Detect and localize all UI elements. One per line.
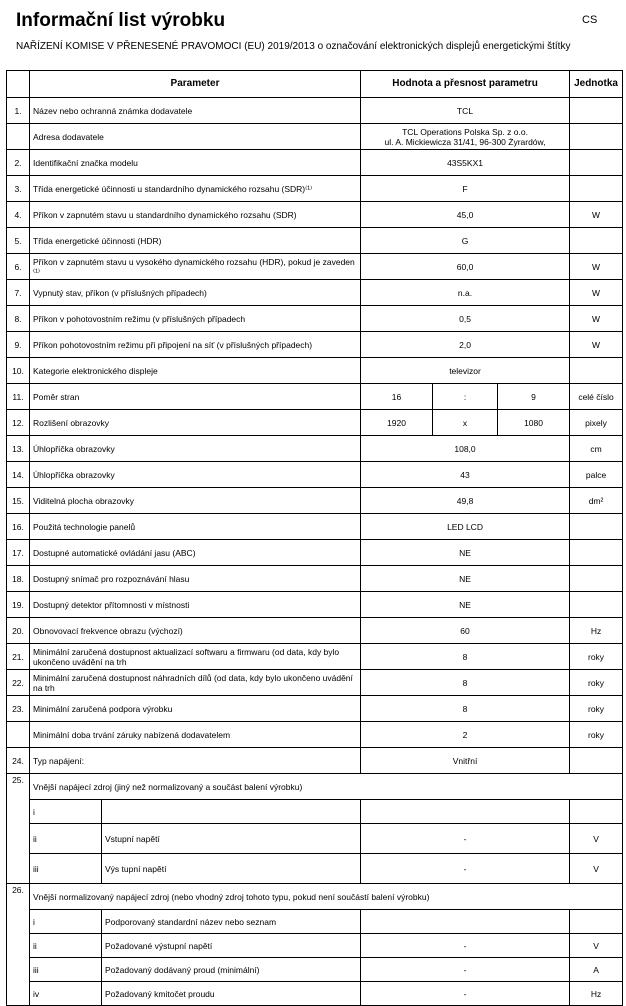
- row-number: 4.: [7, 202, 30, 228]
- regulation-text: NAŘÍZENÍ KOMISE V PŘENESENÉ PRAVOMOCI (EU) 2019/2013 o označování elektronických displejů energetickými štítky: [16, 41, 571, 52]
- table-row: [7, 514, 623, 540]
- table-row: [7, 280, 623, 306]
- table-row: [7, 228, 623, 254]
- row-value: 43S5KX1: [361, 150, 570, 176]
- row-label: Dostupný detektor přítomnosti v místnosti: [30, 592, 361, 618]
- address-line-2: ul. A. Mickiewicza 31/41, 96-300 Żyrardów,: [384, 136, 546, 147]
- row-number: 6.: [7, 254, 30, 280]
- subrow-unit: V: [570, 854, 623, 884]
- row-unit: palce: [570, 462, 623, 488]
- table-row: [7, 566, 623, 592]
- table-row: [7, 722, 623, 748]
- row-value: LED LCD: [361, 514, 570, 540]
- row-unit: cm: [570, 436, 623, 462]
- row-label: Název nebo ochranná známka dodavatele: [30, 98, 361, 124]
- subrow-value: -: [361, 854, 570, 884]
- row-unit: W: [570, 254, 623, 280]
- row-unit: [570, 150, 623, 176]
- row-label: Obnovovací frekvence obrazu (výchozí): [30, 618, 361, 644]
- row-label: Rozlišení obrazovky: [30, 410, 361, 436]
- row-number: 17.: [7, 540, 30, 566]
- subrow-number: ii: [30, 824, 102, 854]
- table-row: [7, 124, 623, 150]
- resolution-separator: x: [433, 410, 498, 436]
- row-label: Příkon v zapnutém stavu u vysokého dynamického rozsahu (HDR), pokud je zaveden ⁽¹⁾: [30, 254, 361, 280]
- row-number: 7.: [7, 280, 30, 306]
- subrow-unit: V: [570, 824, 623, 854]
- table-subrow: [7, 800, 623, 824]
- row-unit: Hz: [570, 618, 623, 644]
- row-unit: W: [570, 306, 623, 332]
- row-value: Vnitřní: [361, 748, 570, 774]
- column-header-parameter: Parameter: [30, 71, 361, 98]
- subrow-value: -: [361, 982, 570, 1006]
- row-number: 25.: [7, 774, 30, 884]
- row-value: [361, 124, 570, 150]
- row-unit: dm²: [570, 488, 623, 514]
- row-value: televizor: [361, 358, 570, 384]
- row-number: 2.: [7, 150, 30, 176]
- table-row: [7, 696, 623, 722]
- table-row: [7, 618, 623, 644]
- row-value: 8: [361, 696, 570, 722]
- resolution-width: 1920: [361, 410, 433, 436]
- row-unit: roky: [570, 722, 623, 748]
- row-number: 18.: [7, 566, 30, 592]
- row-unit: roky: [570, 670, 623, 696]
- column-header-value: Hodnota a přesnost parametru: [361, 71, 570, 98]
- subrow-number: i: [30, 800, 102, 824]
- table-row: [7, 644, 623, 670]
- row-label: Vnější normalizovaný napájecí zdroj (nebo vhodný zdroj tohoto typu, pokud není součástí balení výrobku): [30, 884, 623, 910]
- row-number: [7, 124, 30, 150]
- subrow-label: Výs tupní napětí: [102, 854, 361, 884]
- row-number: 12.: [7, 410, 30, 436]
- subrow-value: -: [361, 958, 570, 982]
- subrow-label: [102, 800, 361, 824]
- row-label: Dostupné automatické ovládání jasu (ABC): [30, 540, 361, 566]
- row-label: Úhlopříčka obrazovky: [30, 462, 361, 488]
- table-row: [7, 436, 623, 462]
- subrow-value: [361, 800, 570, 824]
- row-label: Vnější napájecí zdroj (jiný než normalizovaný a součást balení výrobku): [30, 774, 623, 800]
- row-label: Třída energetické účinnosti (HDR): [30, 228, 361, 254]
- row-unit: [570, 748, 623, 774]
- row-number: 5.: [7, 228, 30, 254]
- row-label: Příkon v pohotovostním režimu (v příslušných případech: [30, 306, 361, 332]
- subrow-value: -: [361, 934, 570, 958]
- address-line-1: TCL Operations Polska Sp. z o.o.: [402, 126, 528, 137]
- row-number: 24.: [7, 748, 30, 774]
- row-value: n.a.: [361, 280, 570, 306]
- row-unit: W: [570, 332, 623, 358]
- row-unit: celé číslo: [570, 384, 623, 410]
- row-value: 2: [361, 722, 570, 748]
- row-number: 15.: [7, 488, 30, 514]
- subrow-number: ii: [30, 934, 102, 958]
- table-row: [7, 410, 623, 436]
- row-label: Viditelná plocha obrazovky: [30, 488, 361, 514]
- row-label: Třída energetické účinnosti u standardního dynamického rozsahu (SDR)⁽¹⁾: [30, 176, 361, 202]
- aspect-ratio-separator: :: [433, 384, 498, 410]
- subrow-unit: [570, 800, 623, 824]
- row-value: 108,0: [361, 436, 570, 462]
- row-value: F: [361, 176, 570, 202]
- table-row: [7, 358, 623, 384]
- row-label: Úhlopříčka obrazovky: [30, 436, 361, 462]
- subrow-value: [361, 910, 570, 934]
- row-unit: [570, 176, 623, 202]
- table-row: [7, 150, 623, 176]
- aspect-ratio-height: 9: [498, 384, 570, 410]
- row-number: 23.: [7, 696, 30, 722]
- row-number: 1.: [7, 98, 30, 124]
- language-code: CS: [582, 14, 598, 26]
- row-value: 8: [361, 644, 570, 670]
- table-row: [7, 748, 623, 774]
- row-number: 21.: [7, 644, 30, 670]
- row-number: 10.: [7, 358, 30, 384]
- table-subrow: [7, 910, 623, 934]
- row-number: 11.: [7, 384, 30, 410]
- row-unit: [570, 358, 623, 384]
- subrow-number: iii: [30, 958, 102, 982]
- table-row: [7, 332, 623, 358]
- table-row: [7, 670, 623, 696]
- row-number: 20.: [7, 618, 30, 644]
- row-number: 13.: [7, 436, 30, 462]
- row-value: NE: [361, 592, 570, 618]
- table-subrow: [7, 934, 623, 958]
- table-row: [7, 384, 623, 410]
- row-value: 60: [361, 618, 570, 644]
- subrow-unit: [570, 910, 623, 934]
- product-info-table: [6, 70, 623, 1006]
- subrow-label: Požadovaný dodávaný proud (minimální): [102, 958, 361, 982]
- row-value: NE: [361, 566, 570, 592]
- table-subrow: [7, 958, 623, 982]
- row-number: 3.: [7, 176, 30, 202]
- row-unit: [570, 514, 623, 540]
- row-label: Minimální zaručená dostupnost aktualizací softwaru a firmwaru (od data, kdy bylo ukončeno uvádění na trh: [30, 644, 361, 670]
- table-row: [7, 592, 623, 618]
- subrow-unit: Hz: [570, 982, 623, 1006]
- row-number: 22.: [7, 670, 30, 696]
- row-value: 49,8: [361, 488, 570, 514]
- row-unit: [570, 540, 623, 566]
- page-title: Informační list výrobku: [16, 10, 226, 31]
- row-value: 45,0: [361, 202, 570, 228]
- row-label: Vypnutý stav, příkon (v příslušných případech): [30, 280, 361, 306]
- row-unit: [570, 228, 623, 254]
- row-label: Dostupný snímač pro rozpoznávání hlasu: [30, 566, 361, 592]
- subrow-label: Požadované výstupní napětí: [102, 934, 361, 958]
- table-row: [7, 774, 623, 800]
- row-label: Minimální doba trvání záruky nabízená dodavatelem: [30, 722, 361, 748]
- column-header-unit: Jednotka: [570, 71, 623, 98]
- row-number: 8.: [7, 306, 30, 332]
- row-label: Příkon pohotovostním režimu při připojení na síť (v příslušných případech): [30, 332, 361, 358]
- table-row: [7, 540, 623, 566]
- table-row: [7, 884, 623, 910]
- row-unit: roky: [570, 644, 623, 670]
- subrow-number: i: [30, 910, 102, 934]
- row-number: [7, 722, 30, 748]
- row-number: 26.: [7, 884, 30, 1006]
- table-row: [7, 254, 623, 280]
- row-value: TCL: [361, 98, 570, 124]
- subrow-label: Podporovaný standardní název nebo seznam: [102, 910, 361, 934]
- row-unit: [570, 124, 623, 150]
- subrow-label: Požadovaný kmitočet proudu: [102, 982, 361, 1006]
- row-label: Minimální zaručená dostupnost náhradních dílů (od data, kdy bylo ukončeno uvádění na trh: [30, 670, 361, 696]
- table-row: [7, 98, 623, 124]
- row-label: Adresa dodavatele: [30, 124, 361, 150]
- table-row: [7, 202, 623, 228]
- row-value: 2,0: [361, 332, 570, 358]
- table-row: [7, 176, 623, 202]
- subrow-number: iii: [30, 854, 102, 884]
- row-value: 43: [361, 462, 570, 488]
- row-label: Kategorie elektronického displeje: [30, 358, 361, 384]
- row-unit: pixely: [570, 410, 623, 436]
- row-unit: [570, 566, 623, 592]
- aspect-ratio-width: 16: [361, 384, 433, 410]
- row-label: Identifikační značka modelu: [30, 150, 361, 176]
- table-row: [7, 306, 623, 332]
- row-unit: W: [570, 202, 623, 228]
- resolution-height: 1080: [498, 410, 570, 436]
- row-unit: W: [570, 280, 623, 306]
- row-label: Použitá technologie panelů: [30, 514, 361, 540]
- row-unit: [570, 592, 623, 618]
- table-row: [7, 462, 623, 488]
- row-number: 9.: [7, 332, 30, 358]
- row-label: Příkon v zapnutém stavu u standardního dynamického rozsahu (SDR): [30, 202, 361, 228]
- table-subrow: [7, 824, 623, 854]
- table-subrow: [7, 982, 623, 1006]
- subrow-label: Vstupní napětí: [102, 824, 361, 854]
- subrow-unit: V: [570, 934, 623, 958]
- row-number: 14.: [7, 462, 30, 488]
- row-value: 0,5: [361, 306, 570, 332]
- row-value: 60,0: [361, 254, 570, 280]
- table-header-row: [7, 71, 623, 98]
- row-number: 19.: [7, 592, 30, 618]
- row-value: NE: [361, 540, 570, 566]
- subrow-value: -: [361, 824, 570, 854]
- row-unit: [570, 98, 623, 124]
- row-unit: roky: [570, 696, 623, 722]
- row-label: Typ napájení:: [30, 748, 361, 774]
- row-number: 16.: [7, 514, 30, 540]
- row-value: 8: [361, 670, 570, 696]
- row-value: G: [361, 228, 570, 254]
- row-label: Minimální zaručená podpora výrobku: [30, 696, 361, 722]
- subrow-unit: A: [570, 958, 623, 982]
- table-subrow: [7, 854, 623, 884]
- table-row: [7, 488, 623, 514]
- row-label: Poměr stran: [30, 384, 361, 410]
- subrow-number: iv: [30, 982, 102, 1006]
